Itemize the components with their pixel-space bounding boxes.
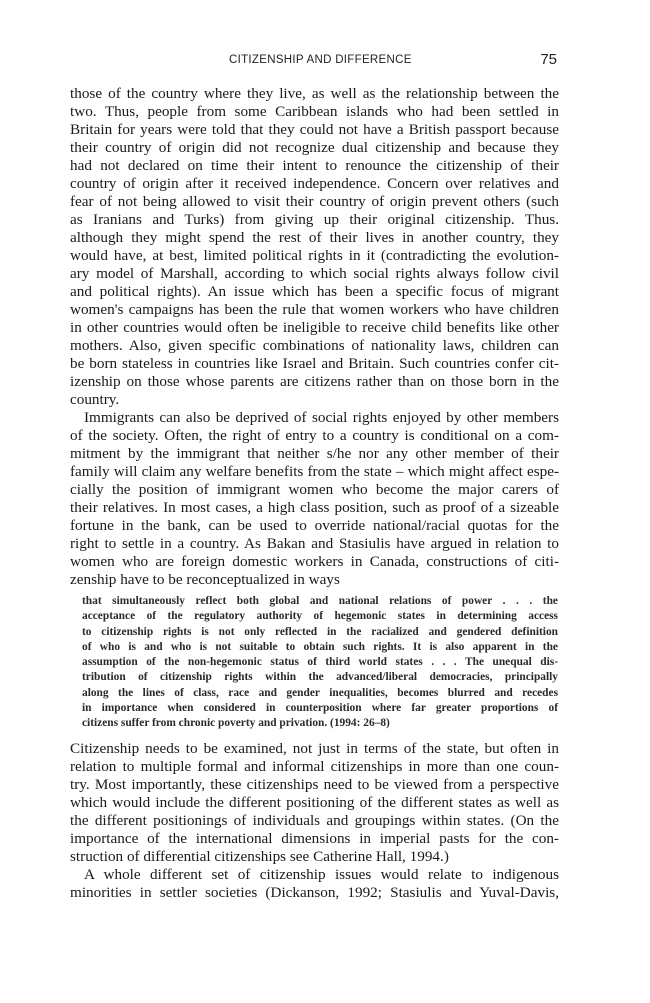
- text-line: cially the position of immigrant women who become the major carers of: [70, 481, 559, 498]
- text-line: family will claim any welfare benefits from the state – which might affect espe-: [70, 463, 559, 480]
- text-line: mitment by the immigrant that neither s/he nor any other member of their: [70, 445, 559, 462]
- text-line: women's campaigns has been the rule that women workers who have children: [70, 301, 559, 318]
- text-line: Britain for years were told that they could not have a British passport because: [70, 121, 559, 138]
- quote-line: assumption of the non-hegemonic status of third world states . . . The unequal dis-: [82, 656, 558, 669]
- running-head: CITIZENSHIP AND DIFFERENCE: [229, 54, 412, 66]
- paragraph-3: [70, 740, 559, 866]
- text-line: importance of the international dimensions in imperial pasts for the con-: [70, 829, 559, 847]
- quote-line: to citizenship rights is not only reflected in the racialized and gendered definition: [82, 625, 558, 638]
- text-line: mothers. Also, given specific combinations of nationality laws, children can: [70, 337, 559, 354]
- text-line: women who are foreign domestic workers in Canada, constructions of citi-: [70, 553, 559, 570]
- text-line: had not declared on time their intent to renounce the citizenship of their: [70, 157, 559, 174]
- text-line: relation to multiple formal and informal citizenships in more than one coun-: [70, 757, 559, 775]
- text-line: as Iranians and Turks) from giving up their original citizenship. Thus.: [70, 211, 559, 228]
- quote-line: tribution of citizenship rights within the advanced/liberal democracies, principally: [82, 671, 558, 684]
- quote-line: along the lines of class, race and gender inequalities, becomes blurred and recedes: [82, 686, 558, 699]
- text-line: Citizenship needs to be examined, not just in terms of the state, but often in: [70, 739, 559, 757]
- text-line: their relatives. In most cases, a high class position, such as proof of a sizeable: [70, 499, 559, 516]
- text-line: two. Thus, people from some Caribbean islands who had been settled in: [70, 103, 559, 120]
- quote-line: citizens suffer from chronic poverty and privation. (1994: 26–8): [82, 717, 390, 730]
- text-line: the different positionings of individuals and groupings within states. (On the: [70, 811, 559, 829]
- text-line: and political rights). An issue which has been a specific focus of migrant: [70, 283, 559, 300]
- text-line: of the society. Often, the right of entry to a country is conditional on a com-: [70, 427, 559, 444]
- page-number: 75: [540, 51, 557, 68]
- text-line: zenship have to be reconceptualized in ways: [70, 571, 340, 588]
- quote-line: of who is and who is not suitable to obtain such rights. It is also apparent in the: [82, 640, 558, 653]
- text-line: fear of not being allowed to visit their country of origin prevent others (such: [70, 193, 559, 210]
- text-line: which would include the different positioning of the different states as well as: [70, 793, 559, 811]
- text-line: would have, at best, limited political rights in it (contradicting the evolution-: [70, 247, 559, 264]
- text-line: A whole different set of citizenship issues would relate to indigenous: [84, 865, 559, 883]
- text-line: ary model of Marshall, according to which social rights always follow civil: [70, 265, 559, 282]
- quote-line: in importance when considered in counterposition where far greater proportions of: [82, 702, 558, 715]
- text-line: country of origin after it received independence. Concern over relatives and: [70, 175, 559, 192]
- paragraph-1: [70, 85, 559, 409]
- quote-line: acceptance of the regulatory authority of hegemonic states in determining access: [82, 610, 558, 623]
- text-line: struction of differential citizenships see Catherine Hall, 1994.): [70, 847, 449, 865]
- paragraph-4: [70, 866, 559, 902]
- text-line: try. Most importantly, these citizenships need to be viewed from a perspective: [70, 775, 559, 793]
- text-line: their country of origin did not recognize dual citizenship and because they: [70, 139, 559, 156]
- quote-line: that simultaneously reflect both global and national relations of power . . . the: [82, 595, 558, 607]
- text-line: although they might spend the rest of their lives in another country, they: [70, 229, 559, 246]
- text-line: fortune in the bank, can be used to override national/racial quotas for the: [70, 517, 559, 534]
- text-line: right to settle in a country. As Bakan and Stasiulis have argued in relation to: [70, 535, 559, 552]
- text-line: be born stateless in countries like Israel and Britain. Such countries confer cit-: [70, 355, 559, 372]
- block-quote: [70, 594, 559, 732]
- text-line: in other countries would often be ineligible to receive child benefits like other: [70, 319, 559, 336]
- text-line: minorities in settler societies (Dickanson, 1992; Stasiulis and Yuval-Davis,: [70, 883, 559, 901]
- body-text: [70, 85, 559, 902]
- text-line: izenship on those whose parents are citizens rather than on those born in the: [70, 373, 559, 390]
- text-line: those of the country where they live, as well as the relationship between the: [70, 85, 559, 102]
- text-line: Immigrants can also be deprived of social rights enjoyed by other members: [84, 409, 559, 426]
- paragraph-2: [70, 409, 559, 589]
- text-line: country.: [70, 391, 120, 408]
